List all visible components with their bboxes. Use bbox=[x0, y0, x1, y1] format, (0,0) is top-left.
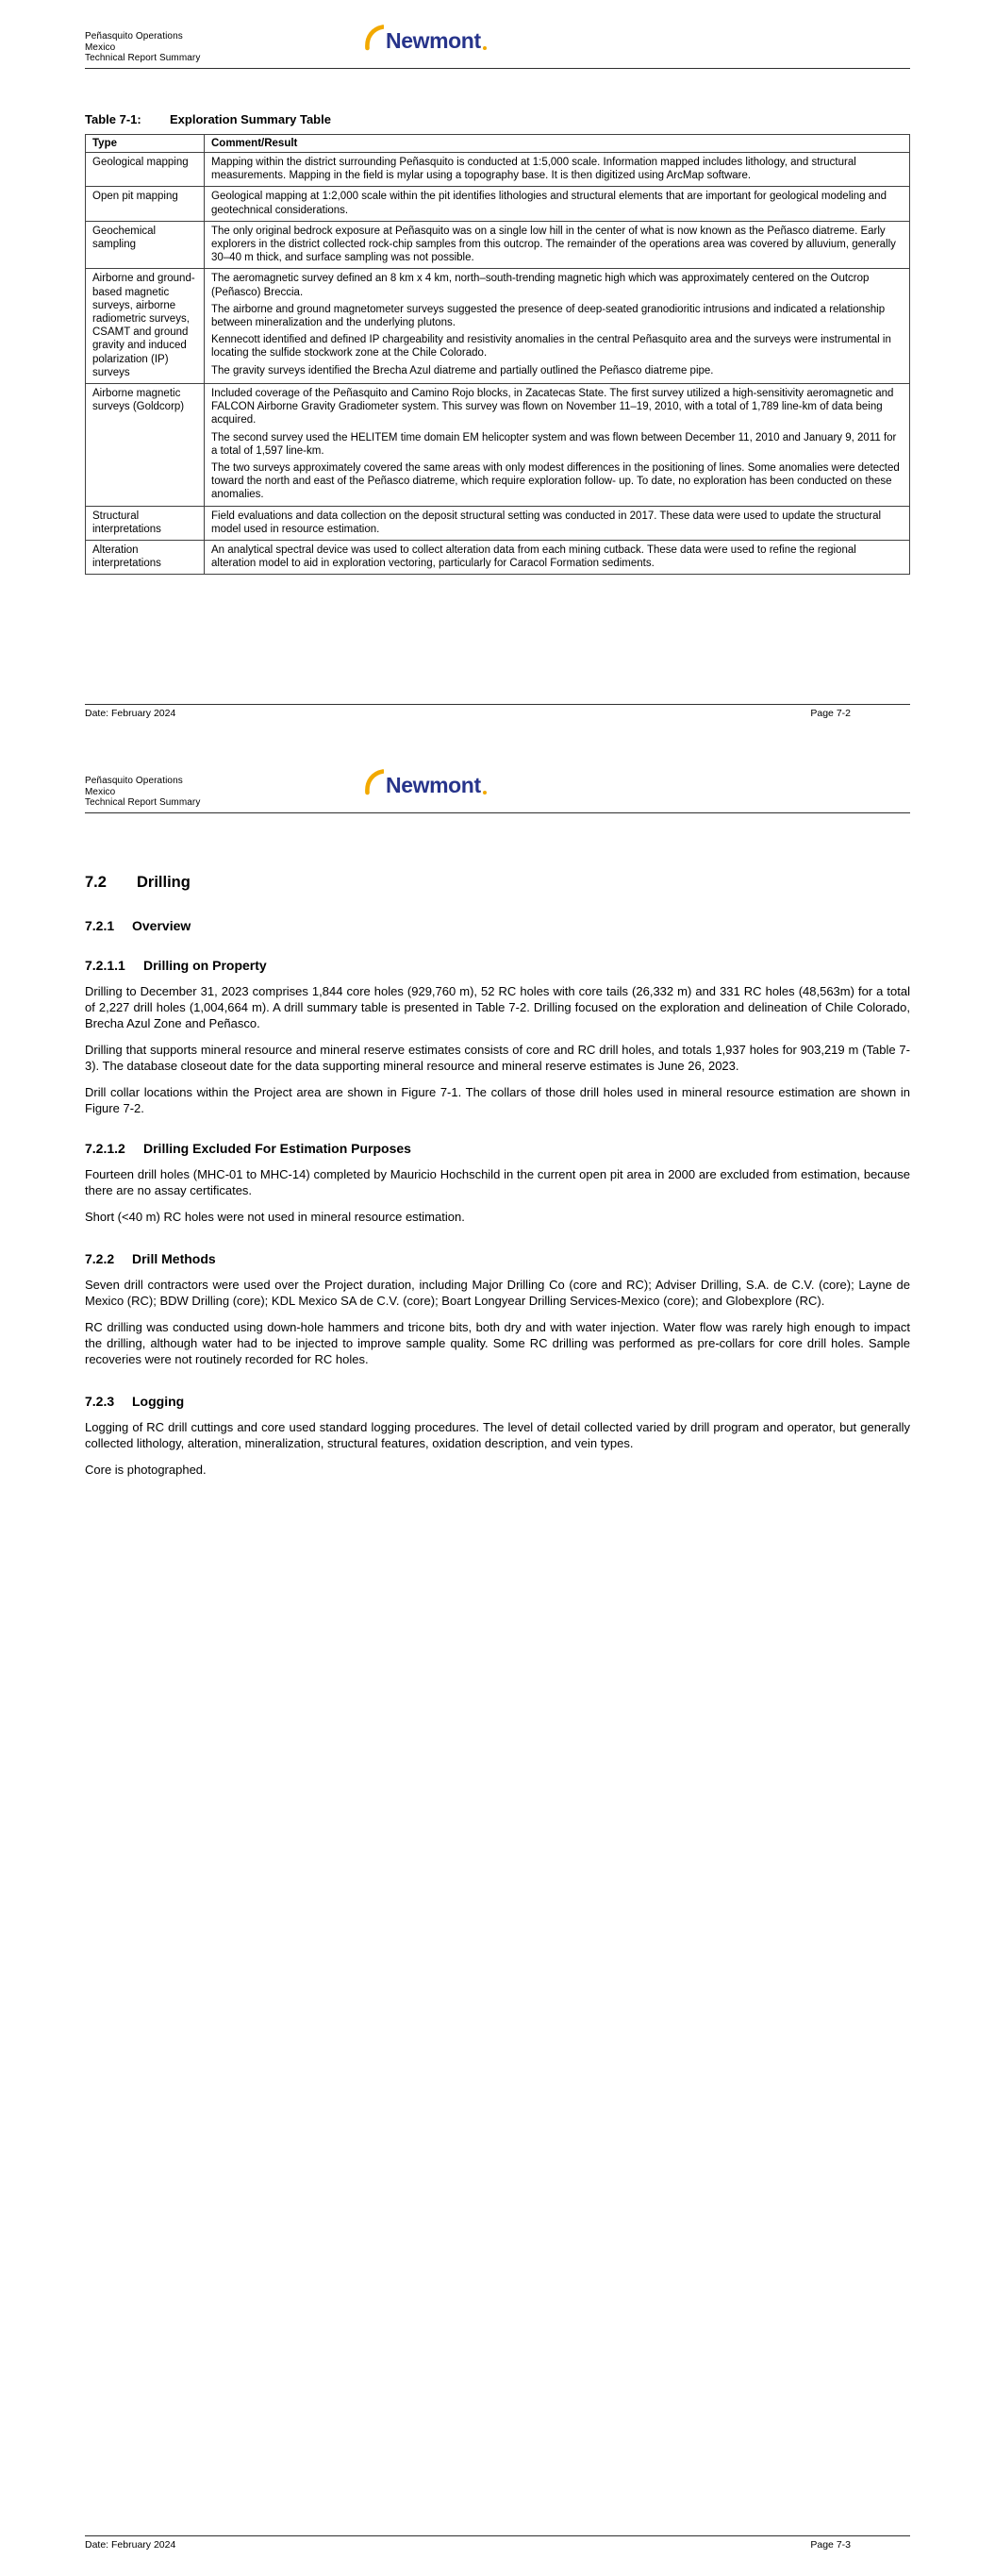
paragraph: Seven drill contractors were used over the Project duration, including Major Drilling Co (core and RC); Adviser Drilling, S.A. de C.V. (core); Layne de Mexico (RC); BDW Drilling (core); KDL Mexico SA de C.V. (core); Boart Longyear Drilling Services-Mexico (core); and Globexplore (RC). bbox=[85, 1277, 910, 1308]
header-org-line: Mexico bbox=[85, 786, 116, 797]
table-caption bbox=[85, 112, 910, 126]
row-comment bbox=[205, 221, 910, 269]
paragraph: Core is photographed. bbox=[85, 1462, 207, 1477]
table-row bbox=[86, 221, 910, 269]
header-org-block bbox=[85, 773, 910, 809]
comment-paragraph: The second survey used the HELITEM time domain EM helicopter system and was flown between December 11, 2010 and January 9, 2011 for a total of 1,597 line-km. bbox=[211, 431, 897, 457]
table-row bbox=[86, 541, 910, 575]
column-header-type: Type bbox=[86, 134, 205, 152]
table-row bbox=[86, 506, 910, 540]
newmont-logo bbox=[363, 767, 487, 796]
section-number: 7.2.1.2 bbox=[85, 1140, 125, 1156]
paragraph: Drill collar locations within the Project area are shown in Figure 7-1. The collars of those drill holes used in mineral resource estimation are shown in Figure 7-2. bbox=[85, 1084, 910, 1115]
section-title: Logging bbox=[132, 1393, 185, 1409]
comment-paragraph: Kennecott identified and defined IP chargeability and resistivity anomalies in the central Peñasquito area and the surveys were instrumental in locating the sulfide stockwork zone at the Chile Colorado. bbox=[211, 334, 891, 360]
header-rule bbox=[85, 68, 910, 69]
section-title: Drill Methods bbox=[132, 1250, 216, 1266]
table-caption-title: Exploration Summary Table bbox=[170, 111, 331, 126]
row-comment bbox=[205, 269, 910, 384]
comment-paragraph: The airborne and ground magnetometer surveys suggested the presence of deep-seated granodioritic intrusions and indicated a relationship between mineralization and the underlying plutons. bbox=[211, 303, 886, 329]
section-number: 7.2.3 bbox=[85, 1393, 115, 1409]
row-type: Open pit mapping bbox=[86, 187, 205, 221]
section-number: 7.2 bbox=[85, 873, 107, 891]
section-heading-7-2-1-1 bbox=[85, 958, 910, 973]
section-number: 7.2.1.1 bbox=[85, 957, 125, 973]
footer-rule bbox=[85, 704, 910, 705]
paragraph: Drilling to December 31, 2023 comprises 1,844 core holes (929,760 m), 52 RC holes with core tails (26,332 m) and 331 RC holes (48,563m) for a total of 2,227 drill holes (1,004,664 m). A drill summary table is presented in Table 7-2. Drilling focused on the exploration and delineation of Chile Colorado, Brecha Azul Zone and Peñasco. bbox=[85, 983, 910, 1030]
row-comment bbox=[205, 506, 910, 540]
comment-paragraph: The two surveys approximately covered the same areas with only modest differences in the positioning of lines. Some anomalies were detected toward the north and east of the Peñasco diatreme, which require exploration follow- up. To date, no exploration has been conducted on these anomalies. bbox=[211, 462, 900, 501]
comment-paragraph: Field evaluations and data collection on the deposit structural setting was conducted in 2017. These data were used to update the structural model used in resource estimation. bbox=[211, 510, 882, 535]
header-org-line: Peñasquito Operations bbox=[85, 31, 183, 42]
newmont-logo bbox=[363, 23, 487, 52]
row-type: Airborne and ground- based magnetic surveys, airborne radiometric surveys, CSAMT and ground gravity and induced polarization (IP) surveys bbox=[86, 269, 205, 384]
section-heading-7-2-1 bbox=[85, 918, 910, 933]
paragraph: Fourteen drill holes (MHC-01 to MHC-14) completed by Mauricio Hochschild in the current open pit area in 2000 are excluded from estimation, because there are no assay certificates. bbox=[85, 1166, 910, 1197]
exploration-summary-table bbox=[85, 134, 910, 576]
column-header-comment: Comment/Result bbox=[205, 134, 910, 152]
comment-paragraph: Mapping within the district surrounding Peñasquito is conducted at 1:5,000 scale. Information mapped includes lithology, and structural measurements. Mapping in the field is mylar using a topography base. It is then digitized using ArcMap software. bbox=[211, 156, 856, 182]
table-row bbox=[86, 269, 910, 384]
newmont-dot-icon bbox=[483, 46, 487, 50]
document-header bbox=[85, 0, 910, 64]
comment-paragraph: The only original bedrock exposure at Peñasquito was on a single low hill in the center of what is now known as the Peñasco diatreme. Early explorers in the district collected rock-chip samples from this outcrop. The remainder of the operations area was covered by alluvium, generally 30–40 m thick, and surface sampling was not possible. bbox=[211, 225, 896, 264]
table-caption-label: Table 7-1: bbox=[85, 111, 141, 126]
section-number: 7.2.1 bbox=[85, 917, 115, 933]
comment-paragraph: An analytical spectral device was used to collect alteration data from each mining cutback. These data were used to refine the regional alteration model to aid in exploration vectoring, particularly for Caracol Formation sediments. bbox=[211, 544, 856, 570]
document-header bbox=[85, 744, 910, 809]
section-number: 7.2.2 bbox=[85, 1250, 115, 1266]
section-title: Drilling Excluded For Estimation Purposes bbox=[143, 1140, 411, 1156]
row-type: Airborne magnetic surveys (Goldcorp) bbox=[86, 384, 205, 507]
paragraph: Logging of RC drill cuttings and core used standard logging procedures. The level of detail collected varied by drill program and operator, but generally collected lithology, alteration, mineralization, structural features, oxidation description, and vein types. bbox=[85, 1419, 910, 1450]
paragraph: Drilling that supports mineral resource and mineral reserve estimates consists of core and RC drill holes, and totals 1,937 holes for 903,219 m (Table 7-3). The database closeout date for the data supporting mineral resource and mineral reserve estimates is June 26, 2023. bbox=[85, 1042, 910, 1073]
table-row bbox=[86, 384, 910, 507]
comment-paragraph: Geological mapping at 1:2,000 scale within the pit identifies lithologies and structural elements that are important for geological modeling and geotechnical considerations. bbox=[211, 191, 887, 216]
page-footer bbox=[85, 2535, 910, 2551]
footer-rule bbox=[85, 2535, 910, 2536]
page-7-3 bbox=[0, 744, 995, 2576]
newmont-wordmark: Newmont bbox=[386, 773, 481, 797]
paragraph: Short (<40 m) RC holes were not used in mineral resource estimation. bbox=[85, 1209, 465, 1224]
comment-paragraph: The gravity surveys identified the Brecha Azul diatreme and partially outlined the Peñasco diatreme pipe. bbox=[211, 364, 714, 376]
row-comment bbox=[205, 541, 910, 575]
newmont-arc-icon bbox=[363, 23, 384, 51]
section-heading-7-2-2 bbox=[85, 1251, 910, 1266]
paragraph: RC drilling was conducted using down-hole hammers and tricone bits, both dry and with water injection. Water flow was rarely high enough to impact the drilling, although water had to be injected to improve sample quality. Some RC drilling was performed as pre-collars for core drill holes. Sample recoveries were not routinely recorded for RC holes. bbox=[85, 1319, 910, 1366]
footer-page-number: Page 7-2 bbox=[810, 708, 851, 719]
header-org-block bbox=[85, 28, 910, 64]
section-heading-7-2-1-2 bbox=[85, 1141, 910, 1156]
section-title: Overview bbox=[132, 917, 191, 933]
footer-page-number: Page 7-3 bbox=[810, 2539, 851, 2551]
row-type: Geological mapping bbox=[86, 152, 205, 186]
header-org-line: Technical Report Summary bbox=[85, 797, 201, 809]
row-type: Geochemical sampling bbox=[86, 221, 205, 269]
section-title: Drilling on Property bbox=[143, 957, 267, 973]
header-org-line: Peñasquito Operations bbox=[85, 776, 183, 786]
header-org-line: Technical Report Summary bbox=[85, 53, 201, 64]
table-row bbox=[86, 187, 910, 221]
footer-date: Date: February 2024 bbox=[85, 2539, 176, 2551]
newmont-wordmark: Newmont bbox=[386, 28, 481, 53]
footer-date: Date: February 2024 bbox=[85, 708, 176, 719]
row-type: Structural interpretations bbox=[86, 506, 205, 540]
section-title: Drilling bbox=[137, 873, 191, 891]
page-footer bbox=[85, 704, 910, 720]
page-content bbox=[85, 874, 910, 1478]
section-heading-7-2 bbox=[85, 874, 910, 892]
page-7-2 bbox=[0, 0, 995, 744]
row-comment bbox=[205, 152, 910, 186]
row-comment bbox=[205, 187, 910, 221]
table-row bbox=[86, 152, 910, 186]
table-header-row bbox=[86, 134, 910, 152]
row-type: Alteration interpretations bbox=[86, 541, 205, 575]
comment-paragraph: Included coverage of the Peñasquito and Camino Rojo blocks, in Zacatecas State. The first survey utilized a high-sensitivity aeromagnetic and FALCON Airborne Gravity Gradiometer system. This survey was flown on November 11–19, 2010, with a total of 1,789 line-km of data being acquired. bbox=[211, 388, 894, 427]
header-org-line: Mexico bbox=[85, 42, 116, 53]
newmont-arc-icon bbox=[363, 767, 384, 795]
row-comment bbox=[205, 384, 910, 507]
newmont-dot-icon bbox=[483, 791, 487, 795]
section-heading-7-2-3 bbox=[85, 1394, 910, 1409]
header-rule bbox=[85, 812, 910, 813]
comment-paragraph: The aeromagnetic survey defined an 8 km x 4 km, north–south-trending magnetic high which was approximately centered on the Outcrop (Peñasco) Breccia. bbox=[211, 273, 870, 298]
